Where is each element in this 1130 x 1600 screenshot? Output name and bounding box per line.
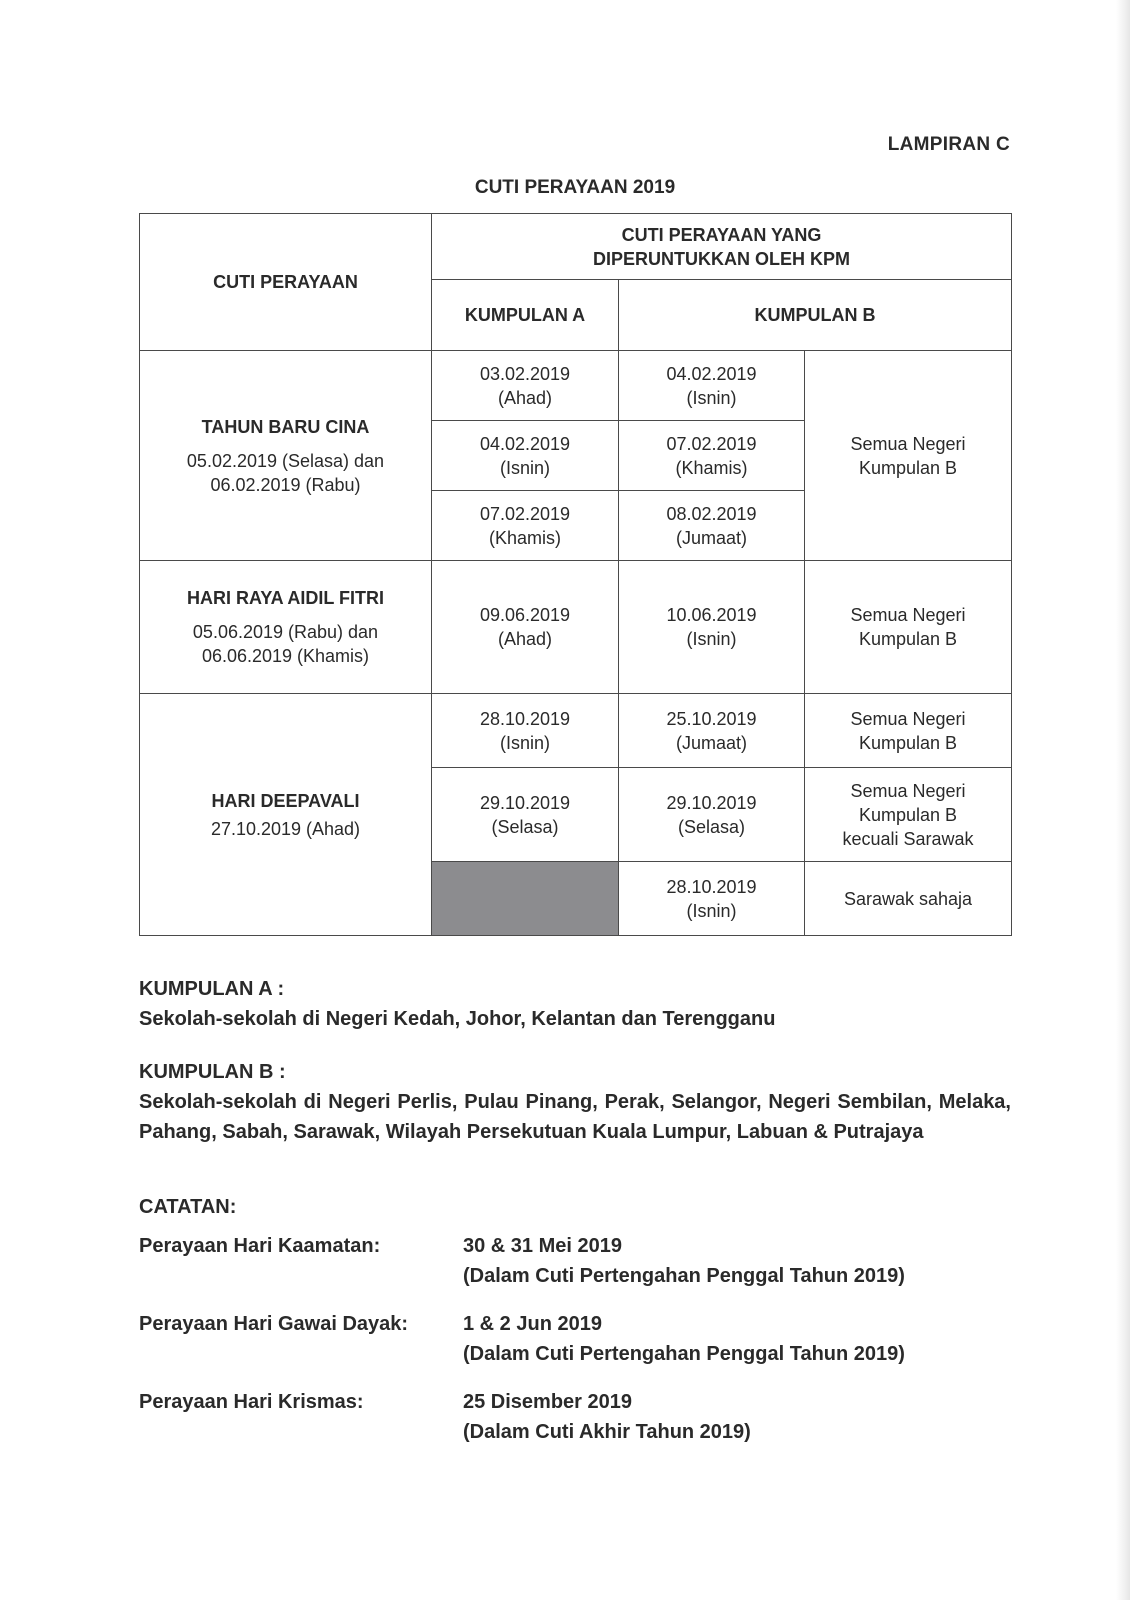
kumpulan-b-date-cell bbox=[619, 491, 805, 561]
kumpulan-b-date-cell bbox=[619, 768, 805, 862]
note-text: Semua Negeri bbox=[850, 780, 966, 801]
day-text: (Isnin) bbox=[686, 387, 737, 408]
note-text: Kumpulan B bbox=[858, 732, 958, 753]
kumpulan-b-date-cell bbox=[619, 351, 805, 421]
festival-dates: 06.02.2019 (Rabu) bbox=[210, 474, 361, 495]
kumpulan-a-title: KUMPULAN A : bbox=[139, 978, 285, 1000]
kumpulan-b-date-cell bbox=[619, 561, 805, 694]
date-text: 04.02.2019 bbox=[479, 433, 571, 454]
header-allocated bbox=[432, 214, 1012, 280]
date-text: 08.02.2019 bbox=[666, 503, 757, 524]
date-text: 28.10.2019 bbox=[479, 708, 571, 729]
day-text: (Isnin) bbox=[686, 629, 737, 649]
states-note-cell bbox=[805, 768, 1012, 862]
day-text: (Isnin) bbox=[499, 732, 550, 753]
day-text: (Selasa) bbox=[677, 816, 746, 837]
shaded-empty-cell bbox=[432, 862, 619, 936]
states-note-cell bbox=[805, 862, 1012, 936]
day-text: (Isnin) bbox=[499, 457, 550, 478]
kumpulan-a-date-cell bbox=[432, 351, 619, 421]
kumpulan-b-date-cell bbox=[619, 862, 805, 936]
note-date: 30 & 31 Mei 2019 bbox=[463, 1235, 622, 1257]
note-text: Kumpulan B bbox=[858, 629, 958, 649]
date-text: 07.02.2019 bbox=[479, 503, 571, 524]
date-text: 29.10.2019 bbox=[479, 792, 571, 813]
date-text: 10.06.2019 bbox=[666, 605, 757, 625]
date-text: 28.10.2019 bbox=[666, 876, 757, 897]
header-kumpulan-a: KUMPULAN A bbox=[432, 280, 619, 351]
day-text: (Ahad) bbox=[497, 629, 553, 649]
holiday-table bbox=[139, 213, 1012, 936]
day-text: (Jumaat) bbox=[675, 527, 747, 548]
notes-title: CATATAN: bbox=[139, 1196, 237, 1218]
kumpulan-a-date-cell bbox=[432, 694, 619, 768]
festival-dates: 27.10.2019 (Ahad) bbox=[210, 818, 361, 839]
day-text: (Khamis) bbox=[488, 527, 561, 548]
note-text: Kumpulan B bbox=[858, 804, 958, 825]
states-note-cell bbox=[805, 694, 1012, 768]
festival-cell-hari-raya bbox=[140, 561, 432, 694]
day-text: (Ahad) bbox=[497, 387, 553, 408]
header-allocated-text: CUTI PERAYAAN YANG DIPERUNTUKKAN OLEH KPM bbox=[592, 224, 850, 269]
appendix-label: LAMPIRAN C bbox=[887, 134, 1010, 155]
table-header-row bbox=[140, 214, 1012, 280]
date-text: 09.06.2019 bbox=[479, 605, 571, 625]
date-text: 04.02.2019 bbox=[666, 363, 757, 384]
day-text: (Isnin) bbox=[686, 900, 737, 921]
festival-name: TAHUN BARU CINA bbox=[201, 416, 370, 437]
note-value bbox=[463, 1309, 1011, 1369]
festival-cell-deepavali bbox=[140, 694, 432, 936]
note-value bbox=[463, 1387, 1011, 1447]
note-remark: (Dalam Cuti Pertengahan Penggal Tahun 2019) bbox=[463, 1343, 905, 1365]
kumpulan-a-date-cell bbox=[432, 768, 619, 862]
kumpulan-a-date-cell bbox=[432, 561, 619, 694]
date-text: 29.10.2019 bbox=[666, 792, 757, 813]
date-text: 03.02.2019 bbox=[479, 363, 571, 384]
festival-dates: 05.02.2019 (Selasa) dan bbox=[186, 450, 385, 471]
table-row bbox=[140, 694, 1012, 768]
note-remark: (Dalam Cuti Pertengahan Penggal Tahun 2019) bbox=[463, 1265, 905, 1287]
kumpulan-b-states: Sekolah-sekolah di Negeri Perlis, Pulau Pinang, Perak, Selangor, Negeri Sembilan, Melaka, Pahang, Sabah, Sarawak, Wilayah Persekutuan Kuala Lumpur, Labuan & Putrajaya bbox=[139, 1091, 1011, 1143]
kumpulan-b-title: KUMPULAN B : bbox=[139, 1061, 286, 1083]
kumpulan-b-date-cell bbox=[619, 421, 805, 491]
page-title: CUTI PERAYAAN 2019 bbox=[474, 177, 676, 198]
note-text: Semua Negeri bbox=[850, 605, 966, 625]
note-label: Perayaan Hari Kaamatan: bbox=[139, 1235, 381, 1257]
day-text: (Selasa) bbox=[491, 816, 559, 837]
date-text: 07.02.2019 bbox=[666, 433, 757, 454]
note-label: Perayaan Hari Krismas: bbox=[139, 1391, 364, 1413]
festival-cell-tbc bbox=[140, 351, 432, 561]
note-date: 1 & 2 Jun 2019 bbox=[463, 1313, 602, 1335]
header-kumpulan-b: KUMPULAN B bbox=[619, 280, 1012, 351]
festival-name: HARI DEEPAVALI bbox=[211, 790, 360, 811]
kumpulan-b-date-cell bbox=[619, 694, 805, 768]
note-text: Semua Negeri bbox=[850, 433, 966, 454]
note-text: kecuali Sarawak bbox=[842, 828, 974, 849]
note-date: 25 Disember 2019 bbox=[463, 1391, 633, 1413]
note-label: Perayaan Hari Gawai Dayak: bbox=[139, 1313, 409, 1335]
date-text: 25.10.2019 bbox=[666, 708, 757, 729]
festival-dates: 06.06.2019 (Khamis) bbox=[201, 646, 370, 666]
day-text: (Khamis) bbox=[675, 457, 748, 478]
note-value bbox=[463, 1231, 1011, 1291]
note-text: Kumpulan B bbox=[858, 457, 958, 478]
kumpulan-a-date-cell bbox=[432, 421, 619, 491]
header-festival: CUTI PERAYAAN bbox=[140, 214, 432, 351]
kumpulan-a-states: Sekolah-sekolah di Negeri Kedah, Johor, Kelantan dan Terengganu bbox=[139, 1008, 776, 1030]
note-text: Semua Negeri bbox=[850, 708, 966, 729]
states-note-cell bbox=[805, 561, 1012, 694]
day-text: (Jumaat) bbox=[675, 732, 747, 753]
festival-dates: 05.06.2019 (Rabu) dan bbox=[192, 622, 379, 642]
note-text: Sarawak sahaja bbox=[843, 888, 973, 909]
states-note-cell bbox=[805, 351, 1012, 561]
page-edge-shadow bbox=[1116, 0, 1130, 1600]
kumpulan-a-date-cell bbox=[432, 491, 619, 561]
note-remark: (Dalam Cuti Akhir Tahun 2019) bbox=[463, 1421, 751, 1443]
festival-name: HARI RAYA AIDIL FITRI bbox=[186, 588, 385, 608]
table-row bbox=[140, 561, 1012, 694]
table-row bbox=[140, 351, 1012, 421]
